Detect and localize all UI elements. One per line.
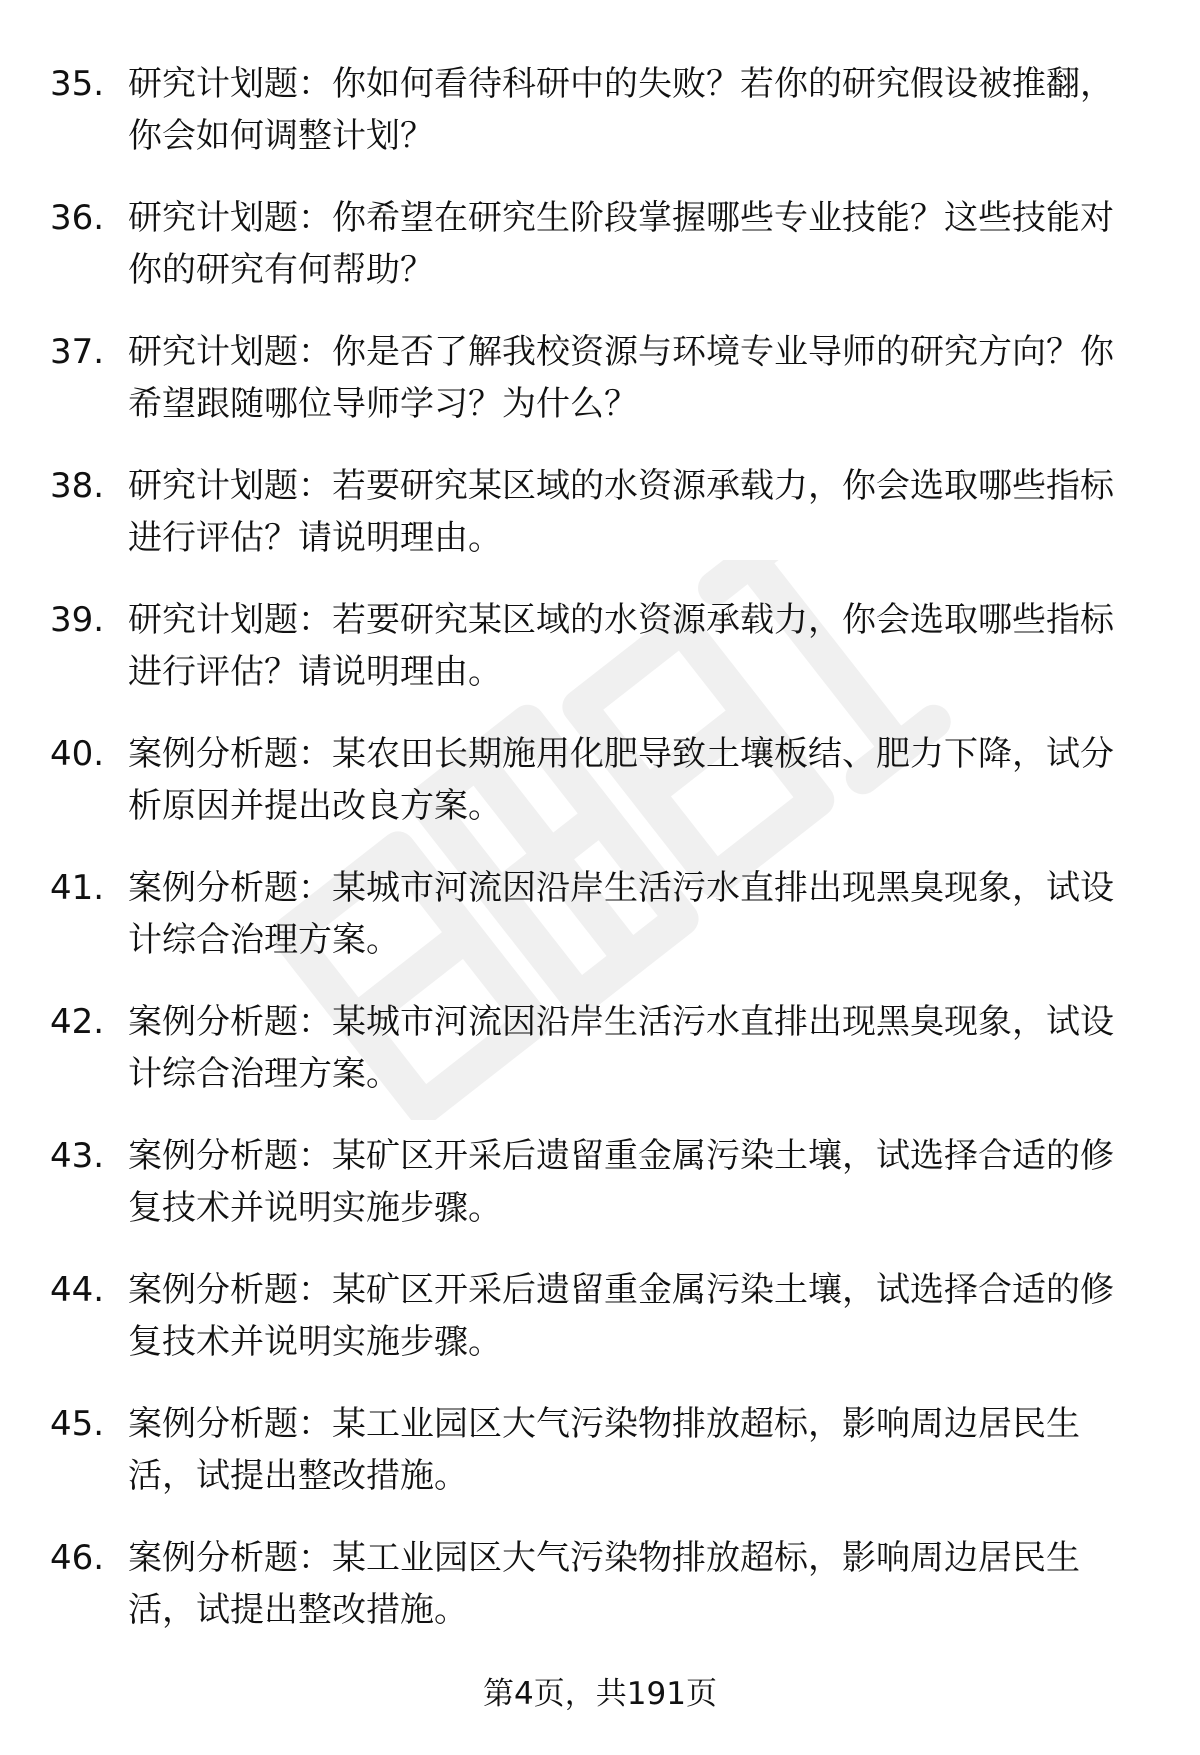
question-text: 研究计划题：你希望在研究生阶段掌握哪些专业技能？这些技能对你的研究有何帮助？ [128,198,1114,290]
question-item [0,192,1200,296]
question-text: 案例分析题：某城市河流因沿岸生活污水直排出现黑臭现象，试设计综合治理方案。 [128,1002,1114,1094]
question-text: 案例分析题：某矿区开采后遗留重金属污染土壤，试选择合适的修复技术并说明实施步骤。 [128,1136,1114,1228]
question-item [0,728,1200,832]
question-number: 43. [50,1136,105,1176]
question-number: 38. [50,466,105,506]
question-text: 研究计划题：若要研究某区域的水资源承载力，你会选取哪些指标进行评估？请说明理由。 [128,466,1114,558]
question-number: 36. [50,198,105,238]
question-number: 46. [50,1538,105,1578]
question-item [0,594,1200,698]
question-item [0,1130,1200,1234]
question-number: 45. [50,1404,105,1444]
question-text: 案例分析题：某矿区开采后遗留重金属污染土壤，试选择合适的修复技术并说明实施步骤。 [128,1270,1114,1362]
question-item [0,460,1200,564]
question-text: 案例分析题：某工业园区大气污染物排放超标，影响周边居民生活，试提出整改措施。 [128,1538,1080,1630]
question-number: 42. [50,1002,105,1042]
question-item [0,996,1200,1100]
question-text: 案例分析题：某城市河流因沿岸生活污水直排出现黑臭现象，试设计综合治理方案。 [128,868,1114,960]
question-text: 案例分析题：某工业园区大气污染物排放超标，影响周边居民生活，试提出整改措施。 [128,1404,1080,1496]
question-number: 39. [50,600,105,640]
page-number: 第4页，共191页 [483,1676,717,1712]
question-text: 研究计划题：若要研究某区域的水资源承载力，你会选取哪些指标进行评估？请说明理由。 [128,600,1114,692]
question-number: 37. [50,332,105,372]
question-item [0,1264,1200,1368]
question-list [0,58,1200,1666]
question-item [0,862,1200,966]
question-number: 35. [50,64,105,104]
question-text: 案例分析题：某农田长期施用化肥导致土壤板结、肥力下降，试分析原因并提出改良方案。 [128,734,1114,826]
question-number: 41. [50,868,105,908]
question-number: 40. [50,734,105,774]
question-item [0,326,1200,430]
question-text: 研究计划题：你是否了解我校资源与环境专业导师的研究方向？你希望跟随哪位导师学习？为什么？ [128,332,1114,424]
question-item [0,58,1200,162]
question-item [0,1532,1200,1636]
question-item [0,1398,1200,1502]
question-text: 研究计划题：你如何看待科研中的失败？若你的研究假设被推翻，你会如何调整计划？ [128,64,1114,156]
question-number: 44. [50,1270,105,1310]
